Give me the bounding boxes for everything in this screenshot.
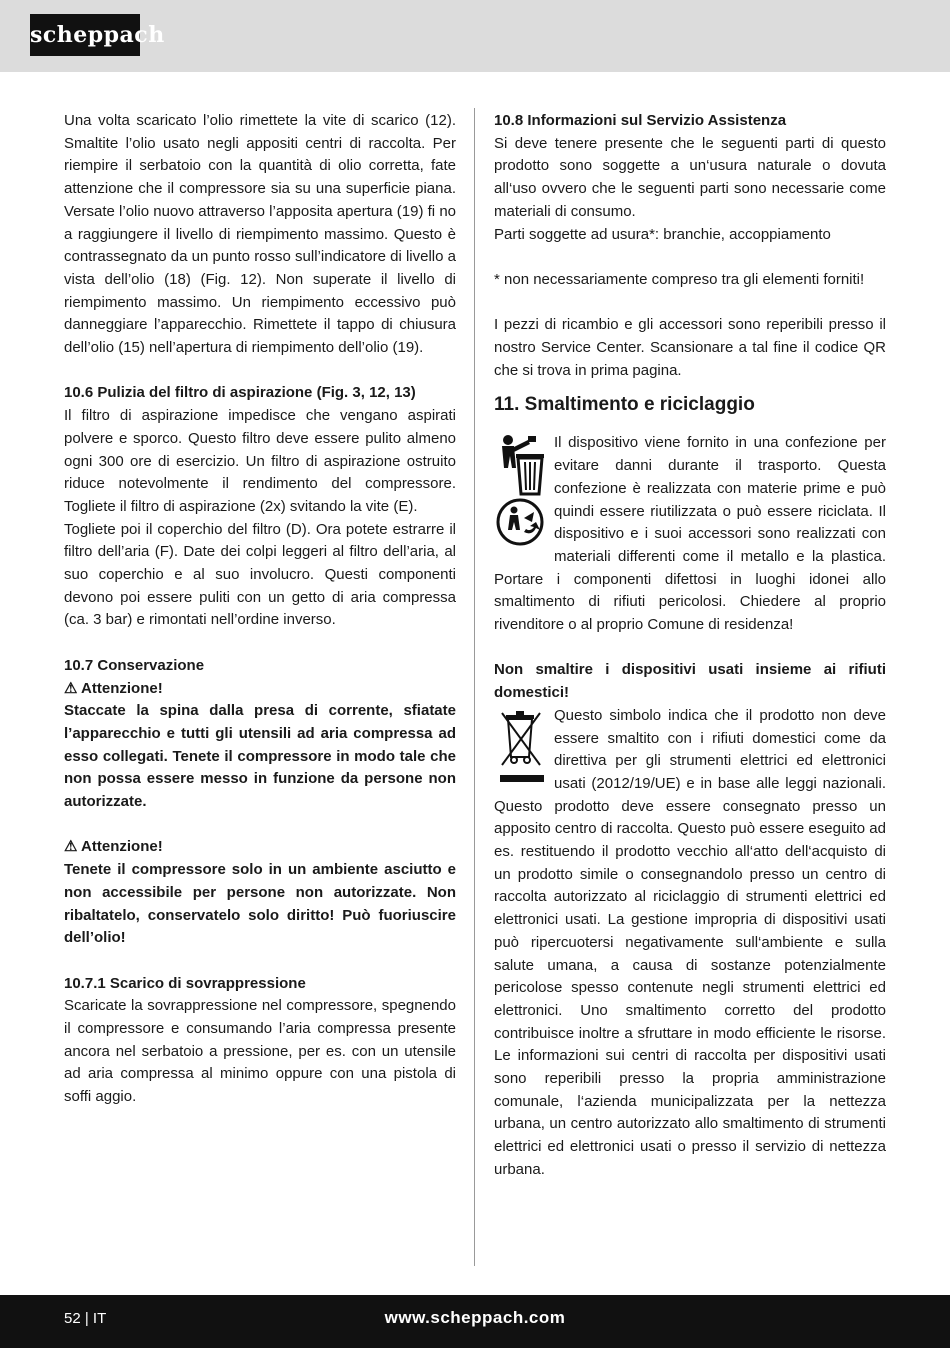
footnote-line: * non necessariamente compreso tra gli elementi forniti! bbox=[494, 270, 865, 288]
packaging-icons bbox=[494, 432, 550, 548]
header-bar bbox=[0, 0, 950, 72]
warning-text-2: Tenete il compressore solo in un ambiente asciutto e non accessibile per persone non autorizzate. Non ribaltatelo, conservatelo solo diritto! Può fuoriuscire dell’olio! bbox=[64, 861, 456, 947]
disposal-paragraph: Il dispositivo viene fornito in una confezione per evitare danni durante il trasporto. Questa confezione è realizzata con materie prime e può quindi essere riutilizzata o può essere riciclata. Il dispositivo e i suoi accessori sono realizzati con materiali differenti come il metallo e la plastica. Portare i componenti difettosi in luoghi idonei allo smaltimento di rifiuti pericolosi. Chiedere al proprio rivenditore o al proprio Comune di residenza! bbox=[494, 434, 886, 634]
pressure-release-paragraph: Scaricate la sovrappressione nel compressore, spegnendo il compressore e consumando l’aria compressa presente ancora nel serbatoio a pressione, per es. con un utensile ad aria compressa al minimo oppure con una pistola di soffi aggio. bbox=[64, 997, 456, 1106]
service-paragraph-1: Si deve tenere presente che le seguenti parti di questo prodotto sono soggette a un‘usura naturale o dovuta all‘uso ovvero che le seguenti parti sono necessarie come materiali di consumo. bbox=[494, 134, 886, 220]
section-10-7-heading: 10.7 Conservazione bbox=[64, 656, 205, 674]
weee-paragraph: Questo simbolo indica che il prodotto non deve essere smaltito con i rifiuti domestici come da direttiva per gli strumenti elettrici ed elettronici usati (2012/19/UE) e in base alle leggi nazionali. Questo prodotto deve essere consegnato presso un apposito centro di raccolta. Questo può essere eseguito ad es. restituendo il prodotto vecchio all‘atto dell‘acquisto di un prodotto simile o consegnandolo presso un centro di raccolta autorizzato al riciclaggio di strumenti elettrici ed elettronici usati. La gestione impropria di dispositivi usati può ripercuotersi negativamente sull‘ambiente e sulla salute umana, a causa di sostanze potenzialmente pericolose spesso contenute negli strumenti elettrici ed elettronici. Uno smaltimento corretto del prodotto contribuisce inoltre a sfruttare in modo efficiente le risorse. Le informazioni sui centri di raccolta per dispositivi usati sono reperibili presso la propria amministrazione comunale, l‘azienda municipalizzata per la nettezza urbana, un centro autorizzato allo smaltimento di strumenti elettrici ed elettronici usati o presso il servizio di nettezza urbana. bbox=[494, 706, 886, 1178]
weee-icon-box bbox=[494, 705, 550, 785]
footer-bar bbox=[0, 1295, 950, 1348]
page-number: 52 | IT bbox=[64, 1310, 107, 1327]
recycle-icon bbox=[494, 496, 550, 548]
left-column bbox=[64, 110, 456, 1109]
section-10-6-heading: 10.6 Pulizia del filtro di aspirazione (Fig. 3, 12, 13) bbox=[64, 384, 416, 402]
warning-label-2: ⚠ Attenzione! bbox=[64, 838, 163, 856]
section-11-heading: 11. Smaltimento e riciclaggio bbox=[494, 394, 755, 416]
household-waste-heading: Non smaltire i dispositivi usati insieme ai rifiuti domestici! bbox=[494, 661, 886, 702]
column-divider bbox=[474, 108, 475, 1266]
spare-parts-paragraph: I pezzi di ricambio e gli accessori sono reperibili presso il nostro Service Center. Scansionare a tal fine il codice QR che si trova in prima pagina. bbox=[494, 316, 886, 379]
wear-parts-line: Parti soggette ad usura*: branchie, accoppiamento bbox=[494, 225, 831, 243]
trash-bin-icon bbox=[494, 432, 550, 496]
warning-text-1: Staccate la spina dalla presa di corrente, sfiatate l’apparecchio e tutti gli utensili ad aria compressa ad esso collegati. Tenete il compressore in modo tale che non possa essere messo in funzione da persone non autorizzate. bbox=[64, 702, 456, 811]
filter-paragraph-1: Il filtro di aspirazione impedisce che vengano aspirati polvere e sporco. Questo filtro deve essere pulito almeno ogni 300 ore di esercizio. Un filtro di aspirazione ostruito riduce notevolmente il rendimento del compressore. Togliete il filtro di aspirazione (2x) svitando la vite (E). bbox=[64, 407, 456, 515]
filter-paragraph-2: Togliete poi il coperchio del filtro (D). Ora potete estrarre il filtro dell’aria (F). Date dei colpi leggeri al filtro dell’aria, al suo coperchio e al suo involucro. Questi componenti devono poi essere puliti con un getto di aria compressa (ca. 3 bar) e rimontati nell’ordine inverso. bbox=[64, 520, 456, 629]
section-10-8-heading: 10.8 Informazioni sul Servizio Assistenza bbox=[494, 112, 787, 129]
scheppach-logo: scheppach bbox=[30, 14, 140, 56]
section-10-7-1-heading: 10.7.1 Scarico di sovrappressione bbox=[64, 974, 306, 992]
warning-label-1: ⚠ Attenzione! bbox=[64, 679, 163, 697]
website-url[interactable]: www.scheppach.com bbox=[384, 1308, 566, 1327]
oil-refill-paragraph: Una volta scaricato l’olio rimettete la vite di scarico (12). Smaltite l’olio usato negli appositi centri di raccolta. Per riempire il serbatoio con la quantità di olio corretta, fate attenzione che il compressore sia su una superficie piana. Versate l’olio nuovo attraverso l’apposita apertura (19) fi no a raggiungere il livello di riempimento massimo. Questo è contrassegnato da un punto rosso sull’indicatore di livello a vista dell’olio (18) (Fig. 12). Non superate il livello di riempimento massimo. Un riempimento eccessivo può danneggiare l’apparecchio. Rimettete il tappo di chiusura dell’olio (15) nell’apertura di riempimento dell’olio (19). bbox=[64, 112, 456, 357]
right-column bbox=[494, 110, 886, 1182]
crossed-bin-icon bbox=[494, 705, 550, 785]
